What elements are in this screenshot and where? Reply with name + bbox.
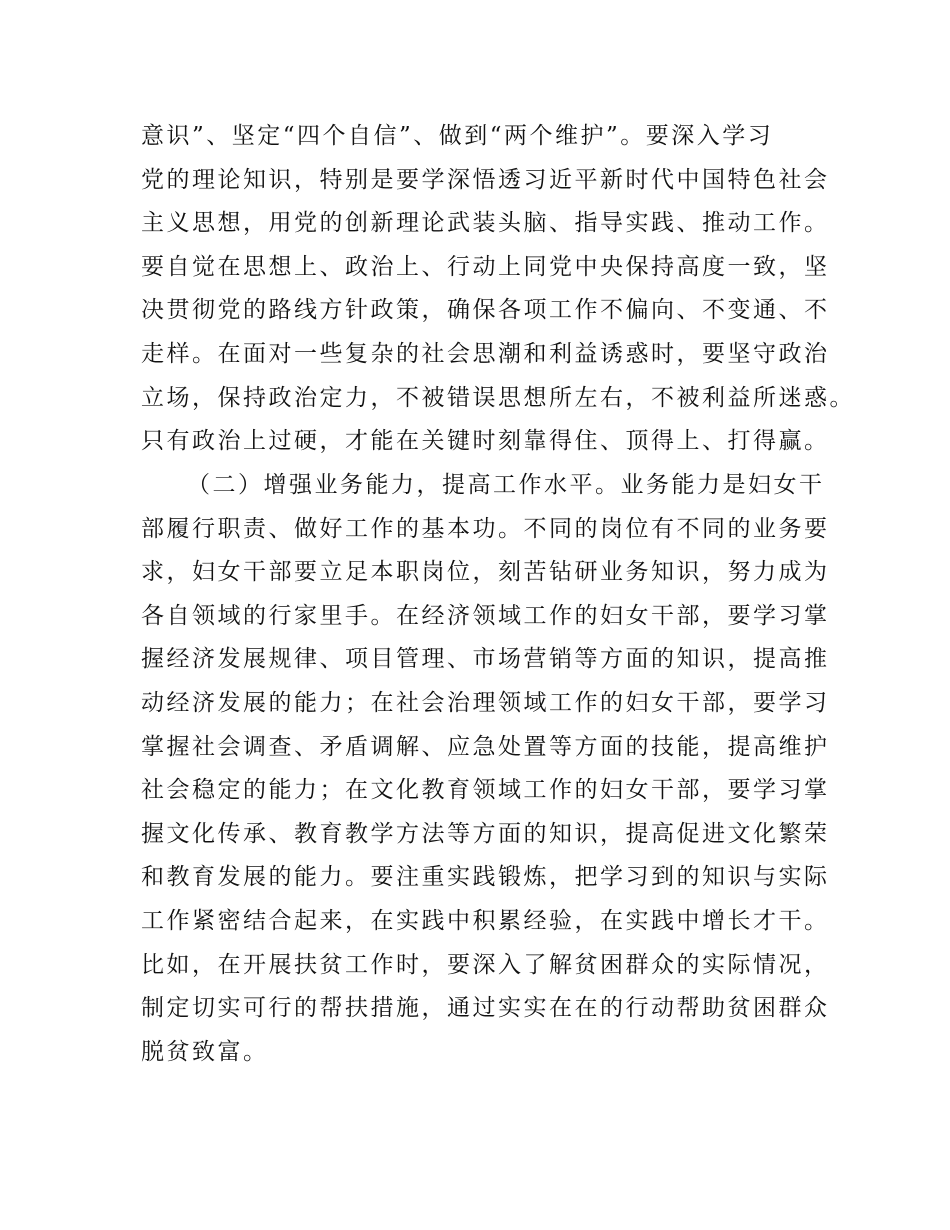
paragraph-line: 脱贫致富。 bbox=[141, 1038, 269, 1065]
paragraph-line: 握经济发展规律、项目管理、市场营销等方面的知识，提高推 bbox=[141, 646, 830, 673]
paragraph-line-heading: （二）增强业务能力，提高工作水平。业务能力是妇女干 bbox=[187, 472, 825, 498]
paragraph-line: 社会稳定的能力；在文化教育领域工作的妇女干部，要学习掌 bbox=[141, 777, 830, 804]
paragraph-line: 要自觉在思想上、政治上、行动上同党中央保持高度一致，坚 bbox=[141, 253, 830, 280]
paragraph-line: 制定切实可行的帮扶措施，通过实实在在的行动帮助贫困群众 bbox=[141, 995, 830, 1022]
paragraph-line: 各自领域的行家里手。在经济领域工作的妇女干部，要学习掌 bbox=[141, 602, 830, 629]
paragraph-line: 党的理论知识，特别是要学深悟透习近平新时代中国特色社会 bbox=[141, 166, 830, 193]
paragraph-line: 握文化传承、教育教学方法等方面的知识，提高促进文化繁荣 bbox=[141, 820, 830, 847]
paragraph-line: 决贯彻党的路线方针政策，确保各项工作不偏向、不变通、不 bbox=[141, 297, 830, 324]
paragraph-line: 部履行职责、做好工作的基本功。不同的岗位有不同的业务要 bbox=[141, 515, 830, 542]
paragraph-line: 求，妇女干部要立足本职岗位，刻苦钻研业务知识，努力成为 bbox=[141, 559, 830, 586]
paragraph-line: 主义思想，用党的创新理论武装头脑、指导实践、推动工作。 bbox=[141, 210, 830, 237]
paragraph-line: 掌握社会调查、矛盾调解、应急处置等方面的技能，提高维护 bbox=[141, 733, 830, 760]
paragraph-line: 比如，在开展扶贫工作时，要深入了解贫困群众的实际情况， bbox=[141, 951, 830, 978]
paragraph-line: 工作紧密结合起来，在实践中积累经验，在实践中增长才干。 bbox=[141, 907, 830, 934]
paragraph-line: 和教育发展的能力。要注重实践锻炼，把学习到的知识与实际 bbox=[141, 864, 830, 891]
paragraph-political bbox=[141, 115, 855, 464]
paragraph-business-ability bbox=[141, 464, 830, 1074]
paragraph-line: 意识”、坚定“四个自信”、做到“两个维护”。要深入学习 bbox=[141, 123, 774, 149]
paragraph-line: 只有政治上过硬，才能在关键时刻靠得住、顶得上、打得赢。 bbox=[141, 428, 830, 455]
paragraph-line: 走样。在面对一些复杂的社会思潮和利益诱惑时，要坚守政治 bbox=[141, 340, 830, 367]
paragraph-line: 动经济发展的能力；在社会治理领域工作的妇女干部，要学习 bbox=[141, 689, 830, 716]
paragraph-line: 立场，保持政治定力，不被错误思想所左右，不被利益所迷惑。 bbox=[141, 384, 855, 411]
